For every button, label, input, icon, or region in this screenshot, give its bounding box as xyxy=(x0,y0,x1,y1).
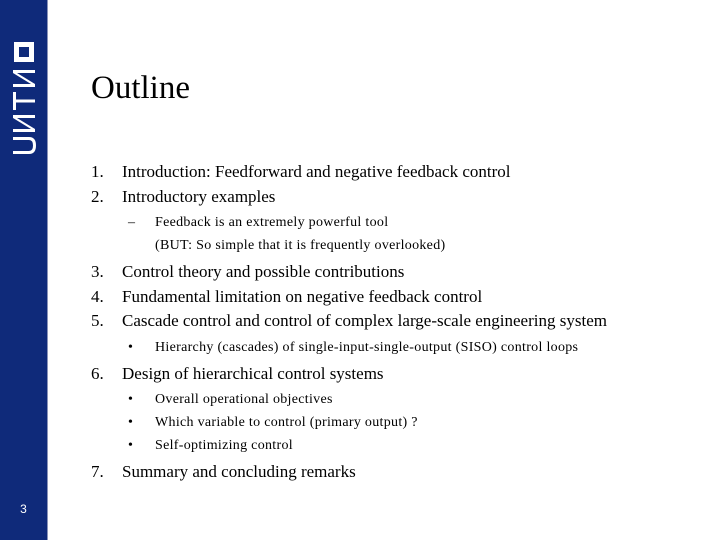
bullet-icon: • xyxy=(128,415,134,430)
sub-item xyxy=(91,211,701,234)
item-text: Control theory and possible contributions xyxy=(122,262,405,281)
sub-item-text: (BUT: So simple that it is frequently overlooked) xyxy=(155,238,446,253)
item-number: 2. xyxy=(91,186,104,206)
sub-item-text: Overall operational objectives xyxy=(155,392,333,407)
sidebar-divider xyxy=(47,0,48,540)
item-text: Introduction: Feedforward and negative feedback control xyxy=(122,162,511,181)
slide-title: Outline xyxy=(91,70,190,106)
item-number: 4. xyxy=(91,286,104,306)
page-number: 3 xyxy=(20,502,27,516)
bullet-icon: • xyxy=(128,438,134,453)
sub-item xyxy=(91,388,701,411)
sub-item-text: Which variable to control (primary output) ? xyxy=(155,415,418,430)
sub-item-text: Self-optimizing control xyxy=(155,438,293,453)
bullet-icon: • xyxy=(128,392,134,407)
outline-item-5 xyxy=(91,309,701,334)
item-text: Cascade control and control of complex large-scale engineering system xyxy=(122,311,607,330)
outline-item-4 xyxy=(91,285,701,310)
item-text: Summary and concluding remarks xyxy=(122,462,356,481)
item-number: 6. xyxy=(91,363,104,383)
bullet-icon: • xyxy=(128,339,134,355)
outline-item-2 xyxy=(91,185,701,210)
item-number: 5. xyxy=(91,311,104,330)
sub-item-text: Feedback is an extremely powerful tool xyxy=(155,215,389,230)
sub-item xyxy=(91,234,701,257)
outline-item-3 xyxy=(91,260,701,285)
sub-item xyxy=(91,411,701,434)
outline-item-1 xyxy=(91,160,701,185)
sub-item xyxy=(91,336,701,359)
sub-item xyxy=(91,434,701,457)
item-text: Design of hierarchical control systems xyxy=(122,363,384,383)
item-number: 7. xyxy=(91,462,104,481)
ntnu-logo xyxy=(9,42,39,172)
outline-item-7 xyxy=(91,460,701,485)
item-text: Introductory examples xyxy=(122,186,276,206)
sub-item-text: Hierarchy (cascades) of single-input-single-output (SISO) control loops xyxy=(155,339,579,355)
item-number: 1. xyxy=(91,162,104,181)
outline-item-6 xyxy=(91,362,701,387)
outline-list xyxy=(91,160,701,485)
item-text: Fundamental limitation on negative feedback control xyxy=(122,286,483,306)
item-number: 3. xyxy=(91,262,104,281)
sidebar-band xyxy=(0,0,47,540)
dash-bullet: – xyxy=(128,215,136,230)
